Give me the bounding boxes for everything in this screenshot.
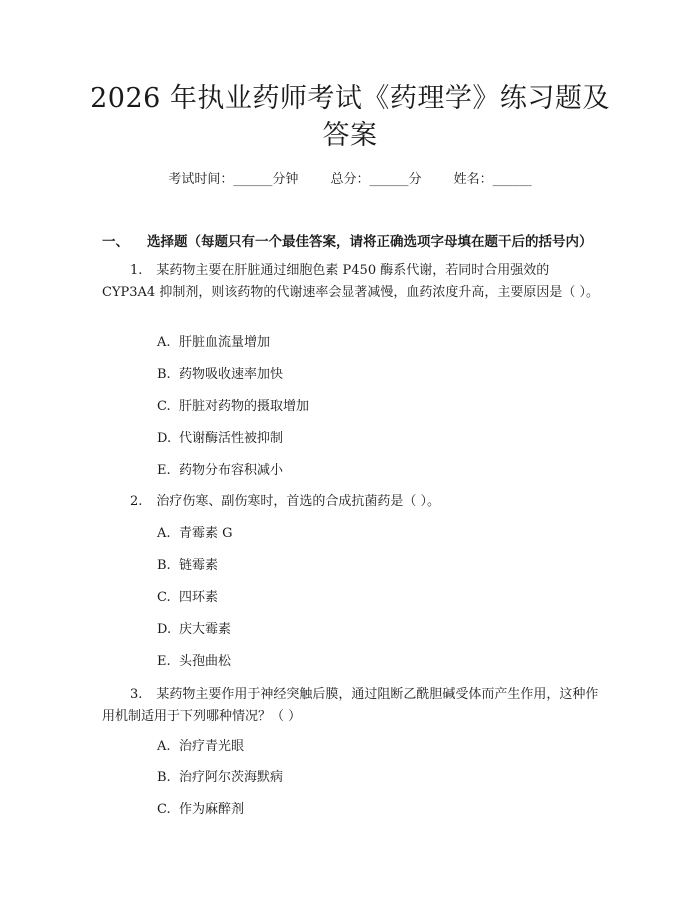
option-text: 药物吸收速率加快	[179, 367, 284, 382]
option-text: 四环素	[179, 590, 219, 605]
exam-time: 考试时间：______分钟	[168, 172, 299, 187]
question-1	[102, 260, 602, 304]
question-3	[102, 684, 602, 728]
option-3c	[157, 801, 244, 819]
question-number: 3.	[130, 687, 143, 702]
option-letter: C.	[157, 399, 171, 414]
option-letter: D.	[157, 431, 172, 446]
option-2b	[157, 557, 218, 575]
option-letter: D.	[157, 622, 172, 637]
option-3b	[157, 769, 283, 787]
option-2a	[157, 525, 233, 543]
option-letter: B.	[157, 558, 171, 573]
option-text: 青霉素 G	[179, 526, 233, 541]
option-1b	[157, 366, 283, 384]
question-number: 2.	[130, 494, 143, 509]
total-score: 总分：______分	[330, 172, 422, 187]
option-letter: E.	[157, 463, 171, 478]
option-1c	[157, 398, 309, 416]
student-name: 姓名：______	[453, 172, 532, 187]
option-2d	[157, 621, 231, 639]
option-text: 代谢酶活性被抑制	[179, 431, 284, 446]
option-text: 药物分布容积减小	[179, 463, 284, 478]
option-text: 链霉素	[179, 558, 219, 573]
option-text: 作为麻醉剂	[179, 802, 245, 817]
option-text: 治疗阿尔茨海默病	[179, 770, 284, 785]
option-3a	[157, 738, 244, 756]
option-text: 肝脏血流量增加	[179, 335, 271, 350]
option-2e	[157, 653, 231, 671]
question-text: 某药物主要作用于神经突触后膜，通过阻断乙酰胆碱受体而产生作用，这种作用机制适用于下列哪种情况？（ ）	[102, 687, 599, 724]
question-text: 某药物主要在肝脏通过细胞色素 P450 酶系代谢，若同时合用强效的 CYP3A4 抑制剂，则该药物的代谢速率会显著减慢，血药浓度升高，主要原因是（ ）。	[102, 263, 599, 300]
document-title: 2026 年执业药师考试《药理学》练习题及答案	[90, 83, 610, 151]
question-text: 治疗伤寒、副伤寒时，首选的合成抗菌药是（ ）。	[156, 494, 441, 509]
option-1a	[157, 334, 270, 352]
option-letter: B.	[157, 770, 171, 785]
option-text: 庆大霉素	[179, 622, 232, 637]
option-2c	[157, 589, 218, 607]
option-letter: C.	[157, 590, 171, 605]
option-text: 治疗青光眼	[179, 739, 245, 754]
section-number: 一、	[102, 234, 129, 250]
section-title: 选择题（每题只有一个最佳答案，请将正确选项字母填在题干后的括号内）	[147, 234, 593, 250]
option-letter: A.	[157, 335, 171, 350]
section-heading	[102, 230, 593, 250]
option-letter: E.	[157, 654, 171, 669]
option-letter: C.	[157, 802, 171, 817]
option-1d	[157, 430, 283, 448]
question-number: 1.	[130, 263, 143, 278]
option-letter: A.	[157, 526, 171, 541]
question-2	[102, 491, 602, 513]
option-letter: A.	[157, 739, 171, 754]
exam-meta	[0, 168, 700, 187]
option-letter: B.	[157, 367, 171, 382]
option-1e	[157, 462, 283, 480]
option-text: 头孢曲松	[179, 654, 232, 669]
option-text: 肝脏对药物的摄取增加	[179, 399, 310, 414]
